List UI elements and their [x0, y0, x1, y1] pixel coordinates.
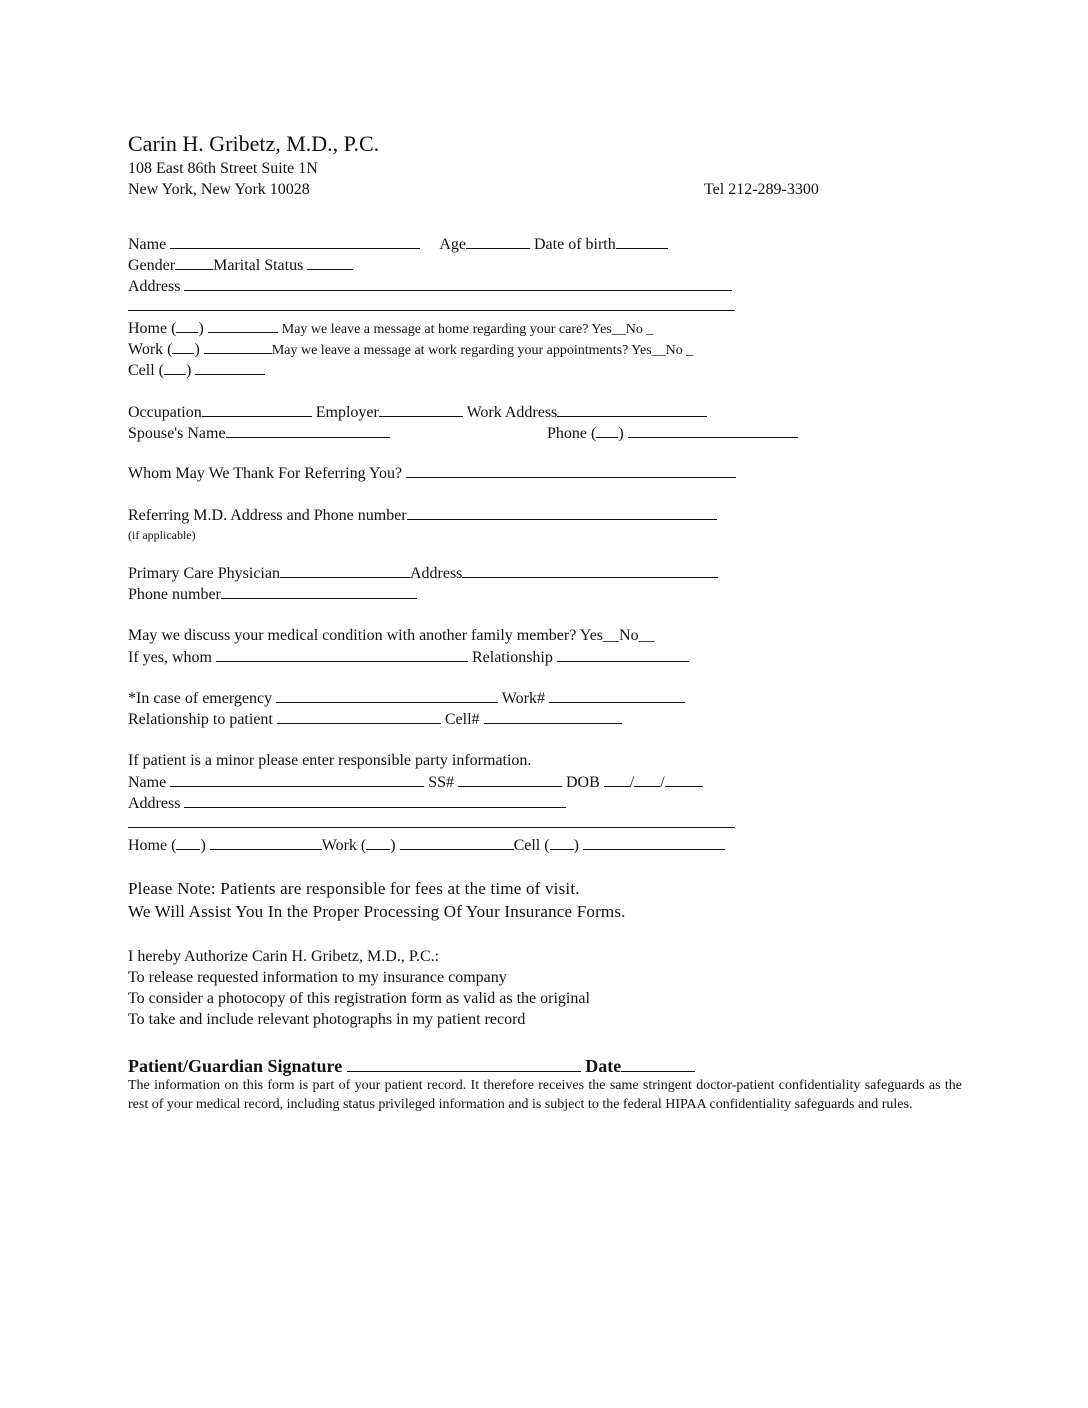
- paren-close: ): [573, 837, 579, 854]
- minor-home-label: Home (: [128, 837, 177, 854]
- spouse-label: Spouse's Name: [128, 425, 226, 442]
- occupation-label: Occupation: [128, 404, 202, 421]
- occupation-field[interactable]: [202, 402, 312, 417]
- minor-address-row: [128, 793, 566, 814]
- age-label: Age: [439, 236, 466, 253]
- emergency-cell-label: Cell#: [444, 711, 480, 728]
- name-field[interactable]: [170, 234, 420, 249]
- emergency-work-field[interactable]: [549, 688, 685, 703]
- authorization-intro: I hereby Authorize Carin H. Gribetz, M.D., P.C.:: [128, 948, 440, 965]
- home-area-code-field[interactable]: [176, 318, 198, 333]
- authorization-item-2: To consider a photocopy of this registration form as valid as the original: [128, 990, 590, 1007]
- minor-address-line-2[interactable]: [128, 827, 735, 828]
- notice-insurance: We Will Assist You In the Proper Processing Of Your Insurance Forms.: [128, 902, 626, 921]
- paren-close: ): [390, 837, 396, 854]
- pcp-field[interactable]: [280, 563, 410, 578]
- authorization-item-3: To take and include relevant photographs in my patient record: [128, 1011, 526, 1028]
- work-phone-field[interactable]: [204, 339, 272, 354]
- referring-md-row: [128, 505, 717, 526]
- pcp-phone-row: [128, 584, 417, 605]
- family-member-field[interactable]: [216, 647, 468, 662]
- signature-row: [128, 1055, 695, 1077]
- minor-work-phone-field[interactable]: [400, 835, 514, 850]
- patient-row-1: [128, 234, 668, 255]
- marital-label: Marital Status: [213, 257, 304, 274]
- minor-ss-field[interactable]: [458, 772, 562, 787]
- emergency-cell-field[interactable]: [484, 709, 622, 724]
- practice-city: New York, New York 10028: [128, 181, 310, 198]
- emergency-work-label: Work#: [501, 690, 545, 707]
- cell-area-code-field[interactable]: [164, 360, 186, 375]
- work-area-code-field[interactable]: [172, 339, 194, 354]
- spouse-row: [128, 423, 390, 444]
- practice-street: 108 East 86th Street Suite 1N: [128, 160, 318, 177]
- emergency-relationship-label: Relationship to patient: [128, 711, 273, 728]
- emergency-relationship-row: [128, 709, 622, 730]
- practice-name: Carin H. Gribetz, M.D., P.C.: [128, 131, 380, 156]
- spouse-phone: [547, 423, 798, 444]
- if-applicable-note: (if applicable): [128, 528, 196, 542]
- pcp-phone-label: Phone number: [128, 586, 221, 603]
- minor-heading: If patient is a minor please enter responsible party information.: [128, 752, 532, 769]
- minor-dob-day-field[interactable]: [634, 772, 660, 787]
- family-row: [128, 647, 689, 668]
- minor-dob-label: DOB: [566, 774, 600, 791]
- signature-date-field[interactable]: [621, 1057, 695, 1072]
- if-yes-label: If yes, whom: [128, 649, 212, 666]
- cell-phone-field[interactable]: [195, 360, 265, 375]
- employment-row: [128, 402, 707, 423]
- authorization-item-1: To release requested information to my insurance company: [128, 969, 507, 986]
- dob-slash: /: [629, 774, 635, 791]
- pcp-row: [128, 563, 718, 584]
- age-field[interactable]: [466, 234, 530, 249]
- confidentiality-disclaimer: The information on this form is part of your patient record. It therefore receives the same stringent doctor-patient confidentiality safeguards as the rest of your medical record, including status privileged information and is subject to the federal HIPAA confidentiality safeguards and rules.: [128, 1078, 962, 1112]
- referral-field[interactable]: [406, 463, 736, 478]
- minor-home-area-code-field[interactable]: [176, 835, 200, 850]
- signature-date-label: Date: [585, 1056, 622, 1076]
- minor-cell-phone-field[interactable]: [583, 835, 725, 850]
- minor-name-row: [128, 772, 703, 793]
- gender-field[interactable]: [175, 255, 213, 270]
- employer-field[interactable]: [379, 402, 463, 417]
- signature-field[interactable]: [347, 1057, 581, 1072]
- paren-close: ): [200, 837, 206, 854]
- minor-name-field[interactable]: [170, 772, 424, 787]
- home-phone-field[interactable]: [208, 318, 278, 333]
- patient-row-2: [128, 255, 353, 276]
- gender-label: Gender: [128, 257, 176, 274]
- family-question: May we discuss your medical condition with another family member? Yes__No__: [128, 627, 655, 644]
- referring-md-label: Referring M.D. Address and Phone number: [128, 507, 407, 524]
- work-address-field[interactable]: [557, 402, 707, 417]
- dob-label: Date of birth: [533, 236, 616, 253]
- pcp-label: Primary Care Physician: [128, 565, 280, 582]
- cell-label: Cell (: [128, 362, 164, 379]
- referral-label: Whom May We Thank For Referring You?: [128, 465, 403, 482]
- address-field[interactable]: [184, 276, 732, 291]
- emergency-row: [128, 688, 685, 709]
- employer-label: Employer: [315, 404, 379, 421]
- minor-dob-month-field[interactable]: [604, 772, 630, 787]
- home-phone-row: [128, 318, 653, 340]
- minor-home-phone-field[interactable]: [210, 835, 322, 850]
- spouse-field[interactable]: [226, 423, 390, 438]
- paren-close: ): [194, 341, 200, 358]
- emergency-field[interactable]: [276, 688, 498, 703]
- minor-address-label: Address: [128, 795, 181, 812]
- work-label: Work (: [128, 341, 173, 358]
- practice-tel: Tel 212-289-3300: [704, 181, 819, 198]
- referral-row: [128, 463, 736, 484]
- minor-name-label: Name: [128, 774, 167, 791]
- paren-close: ): [186, 362, 192, 379]
- emergency-relationship-field[interactable]: [277, 709, 441, 724]
- home-message-question: May we leave a message at home regarding your care? Yes__No _: [281, 322, 654, 337]
- paren-close: ): [198, 320, 204, 337]
- minor-ss-label: SS#: [428, 774, 454, 791]
- marital-field[interactable]: [307, 255, 353, 270]
- home-label: Home (: [128, 320, 177, 337]
- minor-work-area-code-field[interactable]: [366, 835, 390, 850]
- minor-address-field[interactable]: [184, 793, 566, 808]
- dob-slash: /: [660, 774, 665, 791]
- work-phone-row: [128, 339, 693, 361]
- pcp-address-label: Address: [409, 565, 463, 582]
- minor-cell-label: Cell (: [513, 837, 550, 854]
- referring-md-field[interactable]: [407, 505, 717, 520]
- emergency-label: *In case of emergency: [128, 690, 273, 707]
- spouse-area-code-field[interactable]: [596, 423, 618, 438]
- name-label: Name: [128, 236, 167, 253]
- pcp-phone-field[interactable]: [221, 584, 417, 599]
- pcp-address-field[interactable]: [462, 563, 718, 578]
- signature-label: Patient/Guardian Signature: [128, 1056, 343, 1076]
- patient-row-3: [128, 276, 732, 297]
- address-line-2[interactable]: [128, 310, 735, 311]
- cell-phone-row: [128, 360, 265, 381]
- work-message-question: May we leave a message at work regarding your appointments? Yes__No _: [271, 343, 694, 358]
- family-relationship-label: Relationship: [471, 649, 553, 666]
- paren-close: ): [618, 425, 624, 442]
- spouse-phone-field[interactable]: [628, 423, 798, 438]
- dob-field[interactable]: [616, 234, 668, 249]
- minor-cell-area-code-field[interactable]: [550, 835, 574, 850]
- notice-fees: Please Note: Patients are responsible for fees at the time of visit.: [128, 879, 580, 898]
- work-address-label: Work Address: [466, 404, 558, 421]
- spouse-phone-label: Phone (: [547, 425, 597, 442]
- address-label: Address: [128, 278, 181, 295]
- minor-dob-year-field[interactable]: [665, 772, 703, 787]
- family-relationship-field[interactable]: [557, 647, 689, 662]
- minor-phones-row: [128, 835, 725, 856]
- minor-work-label: Work (: [321, 837, 367, 854]
